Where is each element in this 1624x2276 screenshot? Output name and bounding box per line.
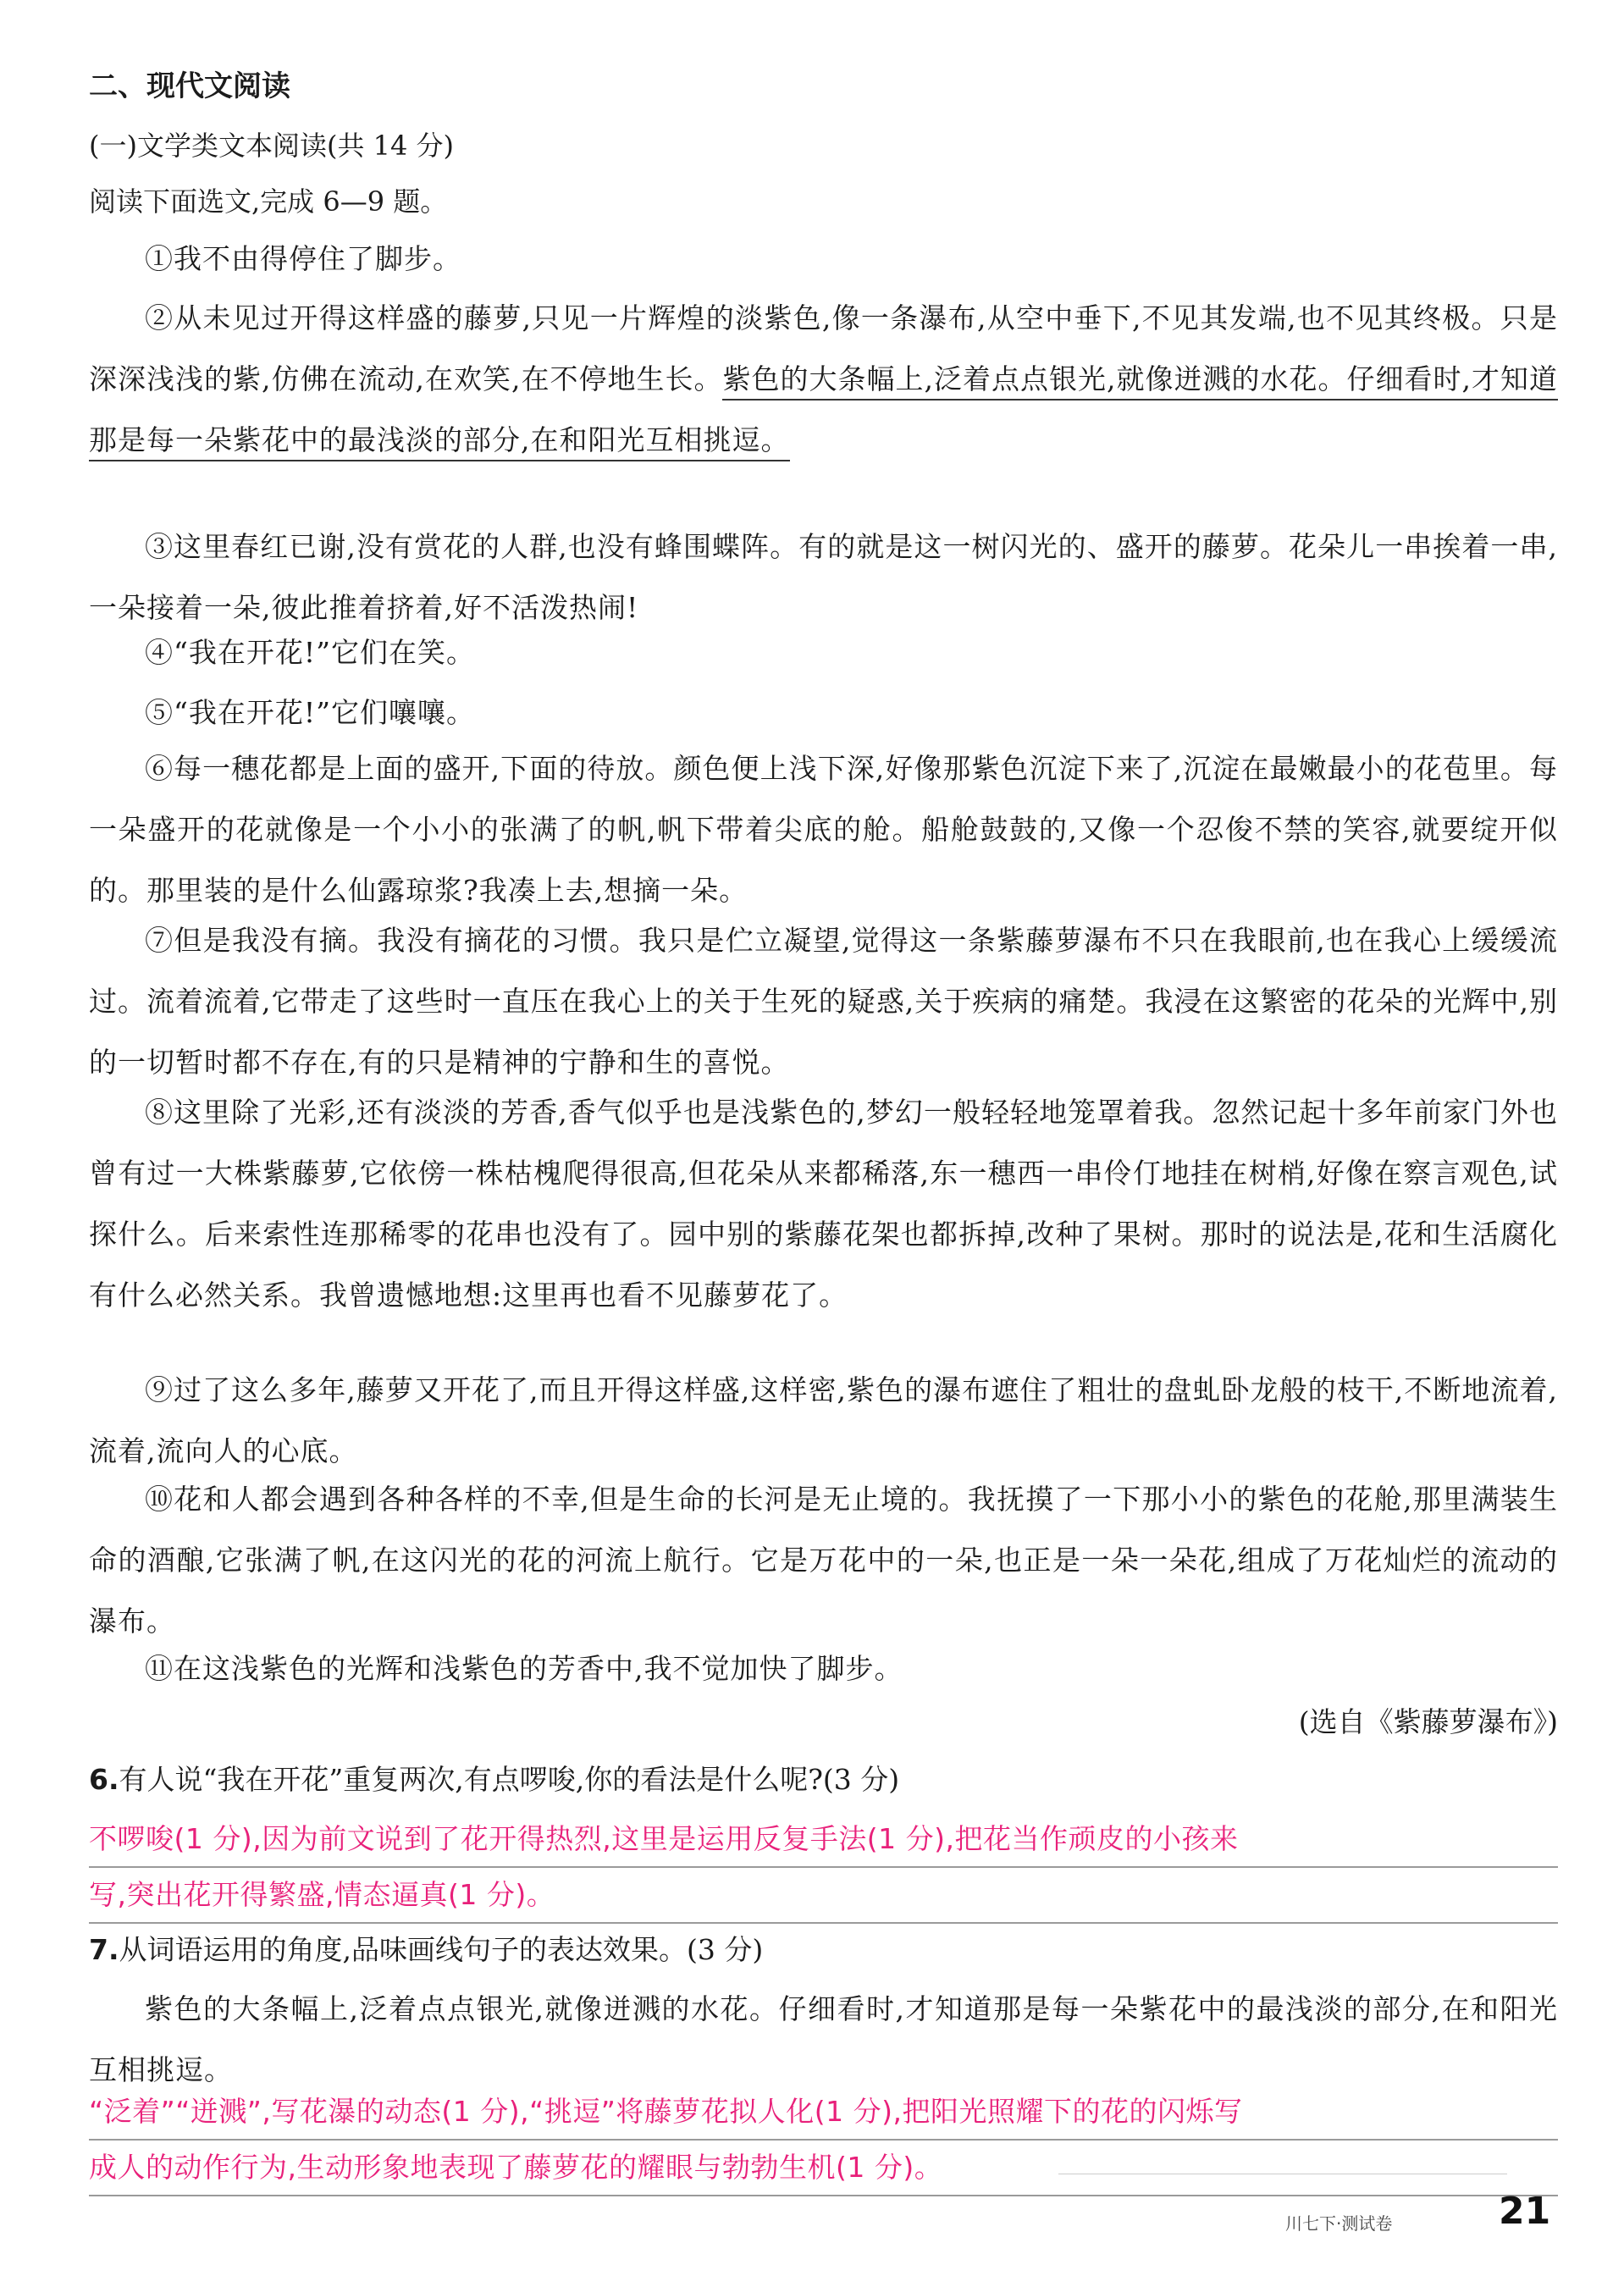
question-6 [89, 1749, 1558, 1810]
answer-line: 成人的动作行为,生动形象地表现了藤萝花的耀眼与勃勃生机(1 分)。 [89, 2141, 1558, 2196]
footer-label: 川七下·测试卷 [1285, 2213, 1393, 2234]
passage-paragraph-11: ⑪在这浅紫色的光辉和浅紫色的芳香中,我不觉加快了脚步。 [145, 1652, 903, 1685]
instruction: 阅读下面选文,完成 6—9 题。 [89, 185, 448, 218]
sub-title: (一)文学类文本阅读(共 14 分) [89, 130, 455, 162]
question-7 [89, 1920, 1558, 1980]
answer-line: 写,突出花开得繁盛,情态逼真(1 分)。 [89, 1868, 1558, 1924]
paragraph-2-text: ②从未见过开得这样盛的藤萝,只见一片辉煌的淡紫色,像一条瀑布,从空中垂下,不见其发端,也不见其终极。只是深深浅浅的紫,仿佛在流动,在欢笑,在不停地生长。 [89, 301, 1558, 395]
passage-paragraph-4: ④“我在开花!”它们在笑。 [145, 636, 476, 669]
answer-line: “泛着”“迸溅”,写花瀑的动态(1 分),“挑逗”将藤萝花拟人化(1 分),把阳光照耀下的花的闪烁写 [89, 2085, 1558, 2141]
underlined-sentence: 紫色的大条幅上,泛着点点银光,就像迸溅的水花。仔细看时,才知道那是每一朵紫花中的最浅淡的部分,在和阳光互相挑逗。 [89, 362, 1558, 461]
passage-paragraph-8: ⑧这里除了光彩,还有淡淡的芳香,香气似乎也是浅紫色的,梦幻一般轻轻地笼罩着我。忽然记起十多年前家门外也曾有过一大株紫藤萝,它依傍一株枯槐爬得很高,但花朵从来都稀落,东一穗西一串伶仃地挂在树梢,好像在察言观色,试探什么。后来索性连那稀零的花串也没有了。园中别的紫藤花架也都拆掉,改种了果树。那时的说法是,花和生活腐化有什么必然关系。我曾遗憾地想:这里再也看不见藤萝花了。 [89, 1096, 1558, 1312]
passage-source: (选自《紫藤萝瀑布》) [1298, 1705, 1558, 1738]
question-7-text: 从词语运用的角度,品味画线句子的表达效果。(3 分) [119, 1933, 764, 1966]
passage-paragraph-1: ①我不由得停住了脚步。 [145, 242, 461, 275]
question-6-text: 有人说“我在开花”重复两次,有点啰唆,你的看法是什么呢?(3 分) [119, 1763, 900, 1796]
passage-paragraph-3: ③这里春红已谢,没有赏花的人群,也没有蜂围蝶阵。有的就是这一树闪光的、盛开的藤萝。花朵儿一串挨着一串,一朵接着一朵,彼此推着挤着,好不活泼热闹! [89, 530, 1558, 624]
passage-paragraph-10: ⑩花和人都会遇到各种各样的不幸,但是生命的长河是无止境的。我抚摸了一下那小小的紫色的花舱,那里满装生命的酒酿,它张满了帆,在这闪光的花的河流上航行。它是万花中的一朵,也正是一朵一朵花,组成了万花灿烂的流动的瀑布。 [89, 1483, 1558, 1638]
section-title: 二、现代文阅读 [89, 69, 290, 103]
question-6-number: 6. [89, 1763, 119, 1796]
question-7-answer [89, 2085, 1558, 2196]
passage-paragraph-7: ⑦但是我没有摘。我没有摘花的习惯。我只是伫立凝望,觉得这一条紫藤萝瀑布不只在我眼前,也在我心上缓缓流过。流着流着,它带走了这些时一直压在我心上的关于生死的疑惑,关于疾病的痛楚。我浸在这繁密的花朵的光辉中,别的一切暂时都不存在,有的只是精神的宁静和生的喜悦。 [89, 924, 1558, 1079]
answer-line: 不啰唆(1 分),因为前文说到了花开得热烈,这里是运用反复手法(1 分),把花当作顽皮的小孩来 [89, 1812, 1558, 1868]
passage-paragraph-6: ⑥每一穗花都是上面的盛开,下面的待放。颜色便上浅下深,好像那紫色沉淀下来了,沉淀在最嫩最小的花苞里。每一朵盛开的花就像是一个小小的张满了的帆,帆下带着尖底的舱。船舱鼓鼓的,又像一个忍俊不禁的笑容,就要绽开似的。那里装的是什么仙露琼浆?我凑上去,想摘一朵。 [89, 752, 1558, 907]
question-7-number: 7. [89, 1933, 119, 1966]
passage-paragraph-9: ⑨过了这么多年,藤萝又开花了,而且开得这样盛,这样密,紫色的瀑布遮住了粗壮的盘虬卧龙般的枝干,不断地流着,流着,流向人的心底。 [89, 1373, 1558, 1467]
question-6-answer [89, 1812, 1558, 1924]
question-7-quote: 紫色的大条幅上,泛着点点银光,就像迸溅的水花。仔细看时,才知道那是每一朵紫花中的最浅淡的部分,在和阳光互相挑逗。 [89, 1992, 1558, 2086]
passage-paragraph-2 [89, 288, 1558, 471]
passage-paragraph-5: ⑤“我在开花!”它们嚷嚷。 [145, 696, 476, 729]
page-number: 21 [1499, 2190, 1551, 2233]
